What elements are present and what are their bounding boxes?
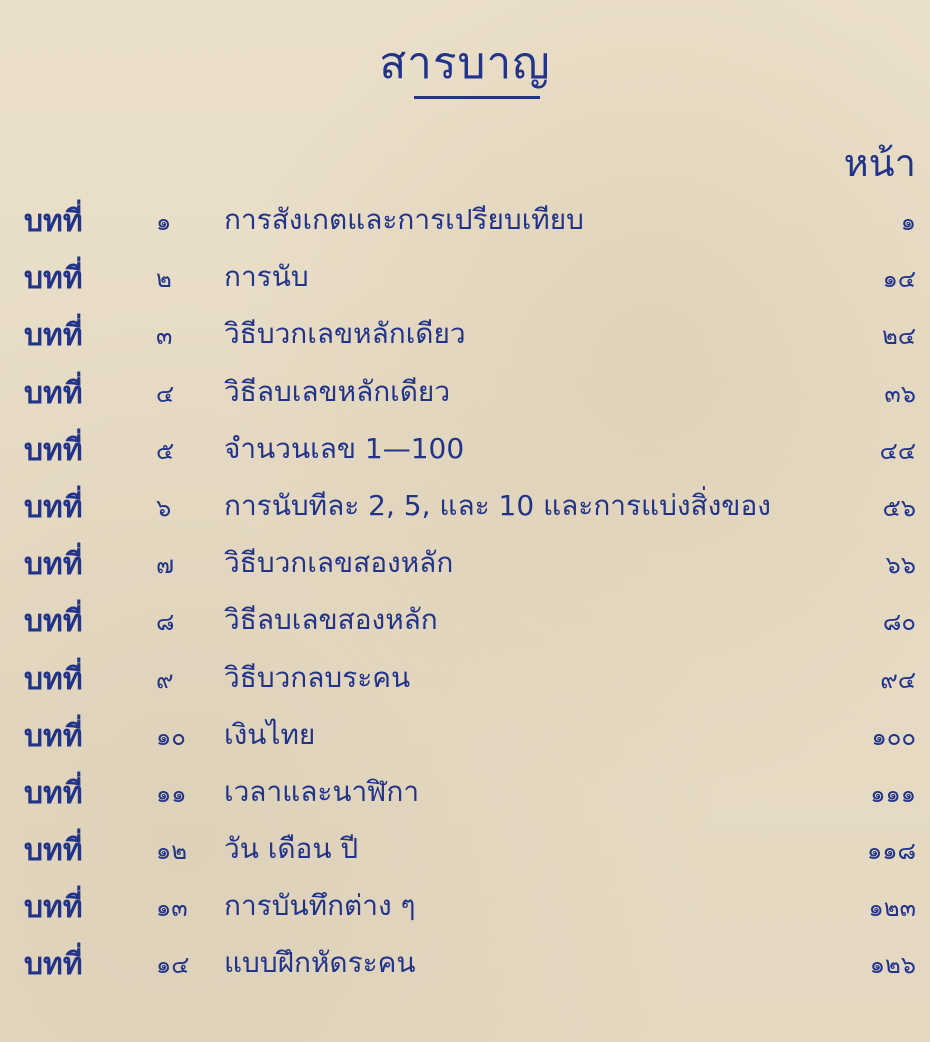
chapter-label: บทที่ [24,947,83,983]
chapter-title: วิธีบวกลบระคน [224,660,411,694]
toc-row [0,646,930,703]
chapter-title: การสังเกตและการเปรียบเทียบ [224,203,584,236]
chapter-label: บทที่ [24,661,83,697]
chapter-page: ๕๖ [882,493,916,522]
chapter-label: บทที่ [24,375,83,411]
chapter-label: บทที่ [24,489,83,525]
chapter-page: ๔๔ [879,436,916,465]
chapter-label: บทที่ [24,833,83,869]
chapter-label: บทที่ [24,547,83,583]
title-underline [414,96,540,99]
chapter-title: วิธีบวกเลขหลักเดียว [224,317,466,351]
toc-row [0,588,930,645]
chapter-number: ๙ [156,665,174,694]
chapter-page: ๖๖ [885,551,916,580]
toc-row [0,817,930,874]
page-column-header: หน้า [843,141,916,185]
chapter-label: บทที่ [24,604,83,640]
toc-row [0,245,930,302]
toc-row [0,531,930,588]
chapter-title: จำนวนเลข 1—100 [224,431,465,465]
chapter-label: บทที่ [24,718,83,754]
chapter-number: ๓ [156,322,173,351]
chapter-number: ๑๒ [156,837,188,866]
chapter-number: ๔ [156,379,175,408]
chapter-title: วิธีบวกเลขสองหลัก [224,546,454,580]
chapter-page: ๑๒๖ [869,951,916,980]
chapter-title: แบบฝึกหัดระคน [224,946,416,980]
chapter-number: ๖ [156,493,172,522]
chapter-page: ๑ [900,208,916,236]
toc-row [0,703,930,760]
chapter-title: การบันทึกต่าง ๆ [224,889,416,923]
chapter-title: วัน เดือน ปี [224,832,359,866]
chapter-title: วิธีลบเลขหลักเดียว [224,374,451,408]
chapter-title: เวลาและนาฬิกา [224,774,420,808]
chapter-number: ๕ [156,436,175,465]
chapter-page: ๓๖ [884,379,916,408]
chapter-number: ๘ [156,608,175,637]
chapter-title: การนับทีละ 2, 5, และ 10 และการแบ่งสิ่งของ [224,488,771,522]
chapter-page: ๑๑๑ [870,779,916,808]
chapter-title: เงินไทย [224,717,316,751]
chapter-label: บทที่ [24,890,83,926]
toc-row [0,360,930,417]
chapter-title: วิธีลบเลขสองหลัก [224,603,438,637]
toc-row [0,302,930,359]
chapter-label: บทที่ [24,204,83,239]
toc-row [0,188,930,245]
chapter-number: ๒ [156,265,172,294]
toc-list [0,188,930,989]
toc-row [0,874,930,931]
chapter-page: ๘๐ [882,608,916,637]
toc-row [0,417,930,474]
chapter-label: บทที่ [24,318,83,354]
toc-row [0,931,930,988]
chapter-number: ๑๐ [156,722,186,751]
chapter-page: ๑๒๓ [868,894,916,923]
chapter-label: บทที่ [24,775,83,811]
chapter-number: ๑๔ [156,951,190,980]
chapter-page: ๑๑๘ [867,837,916,866]
chapter-number: ๗ [156,551,175,580]
chapter-number: ๑๑ [156,779,187,808]
chapter-label: บทที่ [24,261,83,297]
page-title: สารบาญ [379,38,551,89]
chapter-number: ๑ [156,208,172,236]
chapter-title: การนับ [224,260,309,294]
chapter-number: ๑๓ [156,894,188,923]
toc-row [0,474,930,531]
chapter-label: บทที่ [24,432,83,468]
chapter-page: ๒๔ [882,322,916,351]
toc-row [0,760,930,817]
chapter-page: ๑๐๐ [871,722,916,751]
chapter-page: ๙๔ [880,665,916,694]
chapter-page: ๑๔ [882,265,916,294]
